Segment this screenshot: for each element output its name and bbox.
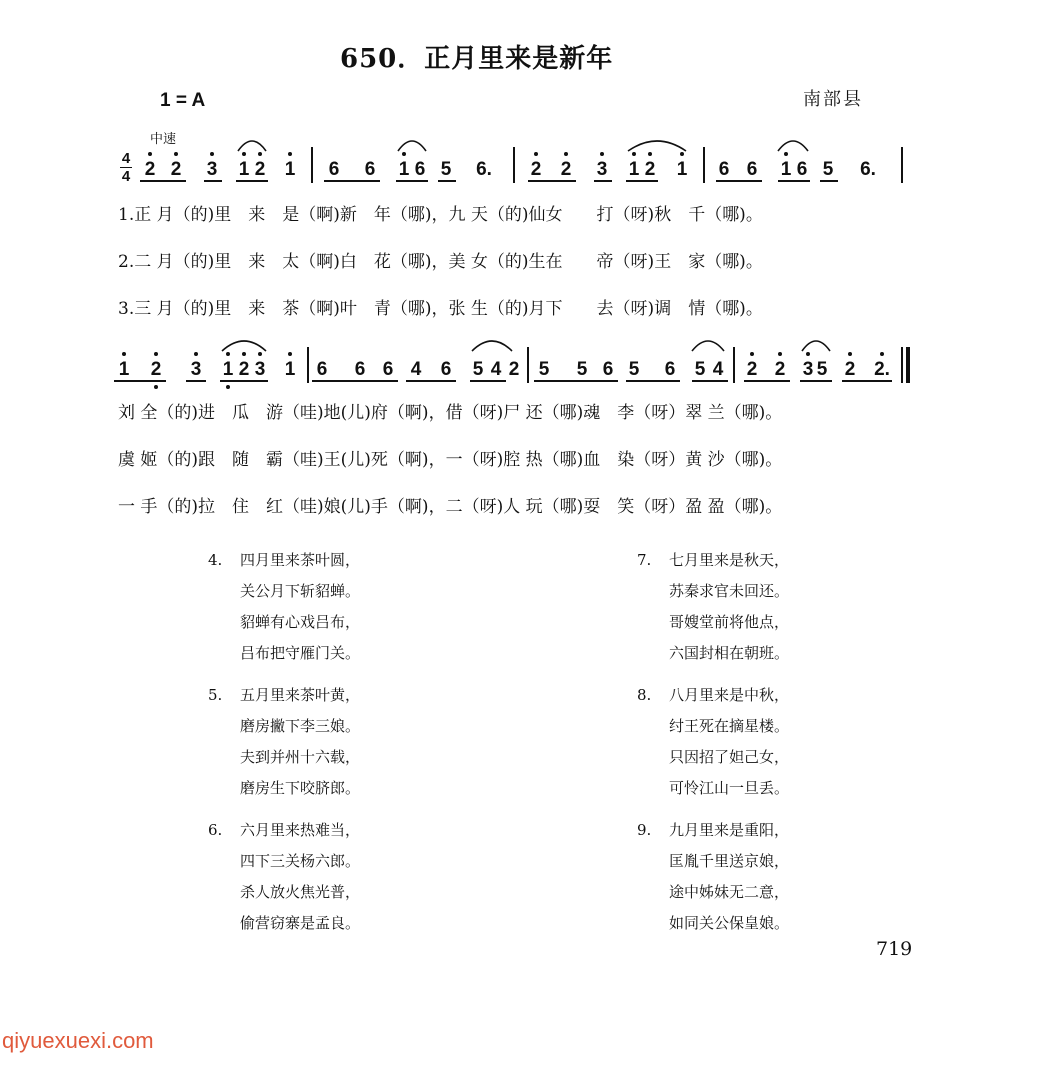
verse-line: 磨房撇下李三娘。 <box>240 717 361 735</box>
time-signature <box>118 150 134 185</box>
verse-number: 9. <box>637 821 652 839</box>
score-system-1 <box>140 141 902 183</box>
note: 1 <box>118 359 130 380</box>
octave-dot <box>600 152 604 156</box>
note: 3 <box>802 359 814 380</box>
lyric-line: 刘 全（的)进 瓜 游（哇)地(儿)府（啊)，借（呀)尸 还（哪)魂 李（呀）翠 兰（哪)。 <box>118 403 783 423</box>
octave-dot <box>778 352 782 356</box>
octave-dot <box>148 152 152 156</box>
note: 5 <box>822 159 834 180</box>
region-label: 南部县 <box>803 89 863 110</box>
time-signature-bottom: 4 <box>121 168 131 185</box>
watermark: qiyuexuexi.com <box>2 1028 154 1053</box>
note: 6 <box>328 159 340 180</box>
octave-dot <box>226 385 230 389</box>
note: 6 <box>364 159 376 180</box>
slur <box>398 141 426 151</box>
octave-dot <box>564 152 568 156</box>
verse-line: 貂蝉有心戏吕布， <box>240 613 361 631</box>
octave-dot <box>226 352 230 356</box>
verse-line: 可怜江山一旦丢。 <box>669 779 790 797</box>
verse-number: 4. <box>208 551 223 569</box>
verse-line: 关公月下斩貂蝉。 <box>240 582 361 600</box>
octave-dot <box>258 152 262 156</box>
song-title: 650．正月里来是新年 <box>340 44 614 74</box>
slur <box>222 341 266 351</box>
note: 1 <box>284 159 296 180</box>
octave-dot <box>194 352 198 356</box>
verse-line: 磨房生下咬脐郎。 <box>240 779 361 797</box>
verse-line: 八月里来是中秋， <box>669 686 790 704</box>
verse-line: 七月里来是秋天， <box>669 551 790 569</box>
lyric-line: 3.三 月（的)里 来 茶（啊)叶 青（哪)，张 生（的)月下 去（呀)调 情（哪)。 <box>118 299 763 319</box>
note: 6 <box>414 159 426 180</box>
octave-dot <box>680 152 684 156</box>
slur <box>628 141 686 151</box>
note: 2. <box>874 359 890 380</box>
note: 3 <box>254 359 266 380</box>
note: 5 <box>576 359 588 380</box>
verse-line: 夫到并州十六载， <box>240 748 361 766</box>
note: 6 <box>382 359 394 380</box>
note: 4 <box>490 359 502 380</box>
note: 2 <box>774 359 786 380</box>
octave-dot <box>174 152 178 156</box>
octave-dot <box>848 352 852 356</box>
verse-line: 四下三关杨六郎。 <box>240 852 361 870</box>
octave-dot <box>242 352 246 356</box>
note: 4 <box>712 359 724 380</box>
note: 3 <box>206 159 218 180</box>
note: 6 <box>354 359 366 380</box>
page-number: 719 <box>876 938 913 960</box>
note: 2 <box>844 359 856 380</box>
octave-dot <box>402 152 406 156</box>
octave-dot <box>750 352 754 356</box>
verse-line: 只因招了妲己女， <box>669 748 790 766</box>
slur <box>472 341 512 351</box>
tempo-marking: 中速 <box>150 132 177 147</box>
verse-line: 四月里来茶叶圆， <box>240 551 361 569</box>
octave-dot <box>288 352 292 356</box>
note: 5 <box>538 359 550 380</box>
verse-line: 杀人放火焦光普， <box>240 883 361 901</box>
time-signature-top: 4 <box>121 150 131 167</box>
verse-line: 匡胤千里送京娘， <box>669 852 790 870</box>
verse-line: 九月里来是重阳， <box>669 821 790 839</box>
octave-dot <box>806 352 810 356</box>
note: 6 <box>316 359 328 380</box>
octave-dot <box>154 352 158 356</box>
note: 1 <box>222 359 234 380</box>
note: 6 <box>664 359 676 380</box>
note: 6. <box>476 159 492 180</box>
verse-line: 吕布把守雁门关。 <box>240 644 361 662</box>
octave-dot <box>210 152 214 156</box>
note: 1 <box>676 159 688 180</box>
verse-line: 途中姊妹无二意， <box>669 883 790 901</box>
note: 2 <box>560 159 572 180</box>
verse-line: 六月里来热难当， <box>240 821 361 839</box>
octave-dot <box>122 352 126 356</box>
slur <box>692 341 724 351</box>
note: 2 <box>170 159 182 180</box>
score-system-2 <box>114 341 908 389</box>
note: 6 <box>796 159 808 180</box>
note: 2 <box>644 159 656 180</box>
note: 3 <box>190 359 202 380</box>
verse-line: 如同关公保皇娘。 <box>669 914 790 932</box>
octave-dot <box>154 385 158 389</box>
verse-line: 五月里来茶叶黄， <box>240 686 361 704</box>
octave-dot <box>880 352 884 356</box>
verse-line: 六国封相在朝班。 <box>669 644 790 662</box>
note: 1 <box>398 159 410 180</box>
note: 5 <box>816 359 828 380</box>
verse-line: 纣王死在摘星楼。 <box>669 717 790 735</box>
note: 6 <box>746 159 758 180</box>
lyric-line: 1.正 月（的)里 来 是（啊)新 年（哪)，九 天（的)仙女 打（呀)秋 千（哪)。 <box>118 205 763 225</box>
octave-dot <box>534 152 538 156</box>
lyric-line: 虞 姬（的)跟 随 霸（哇)王(儿)死（啊)，一（呀)腔 热（哪)血 染（呀）黄 沙（哪)。 <box>118 450 783 470</box>
slur <box>802 341 830 351</box>
verse-number: 6. <box>208 821 223 839</box>
note: 5 <box>694 359 706 380</box>
note: 3 <box>596 159 608 180</box>
key-signature: 1 = A <box>160 90 206 111</box>
note: 2 <box>150 359 162 380</box>
note: 2 <box>254 159 266 180</box>
octave-dot <box>784 152 788 156</box>
note: 2 <box>746 359 758 380</box>
note: 1 <box>780 159 792 180</box>
verse-number: 8. <box>637 686 652 704</box>
octave-dot <box>632 152 636 156</box>
note: 5 <box>628 359 640 380</box>
note: 4 <box>410 359 422 380</box>
note: 2 <box>144 159 156 180</box>
verse-number: 5. <box>208 686 223 704</box>
note: 5 <box>440 159 452 180</box>
note: 2 <box>508 359 520 380</box>
verse-line: 偷营窃寨是孟良。 <box>240 914 361 932</box>
verse-number: 7. <box>637 551 652 569</box>
slur <box>238 141 266 151</box>
note: 6 <box>602 359 614 380</box>
slur <box>778 141 808 151</box>
octave-dot <box>648 152 652 156</box>
note: 1 <box>628 159 640 180</box>
octave-dot <box>242 152 246 156</box>
note: 6 <box>440 359 452 380</box>
note: 1 <box>284 359 296 380</box>
octave-dot <box>258 352 262 356</box>
verse-line: 哥嫂堂前将他点， <box>669 613 790 631</box>
note: 6. <box>860 159 876 180</box>
verse-line: 苏秦求官未回还。 <box>669 582 790 600</box>
lyric-line: 一 手（的)拉 住 红（哇)娘(儿)手（啊)，二（呀)人 玩（哪)耍 笑（呀）盈 盈（哪)。 <box>118 497 783 517</box>
note: 2 <box>530 159 542 180</box>
lyric-line: 2.二 月（的)里 来 太（啊)白 花（哪)，美 女（的)生在 帝（呀)王 家（哪)。 <box>118 252 763 272</box>
octave-dot <box>288 152 292 156</box>
note: 1 <box>238 159 250 180</box>
note: 5 <box>472 359 484 380</box>
note: 6 <box>718 159 730 180</box>
note: 2 <box>238 359 250 380</box>
